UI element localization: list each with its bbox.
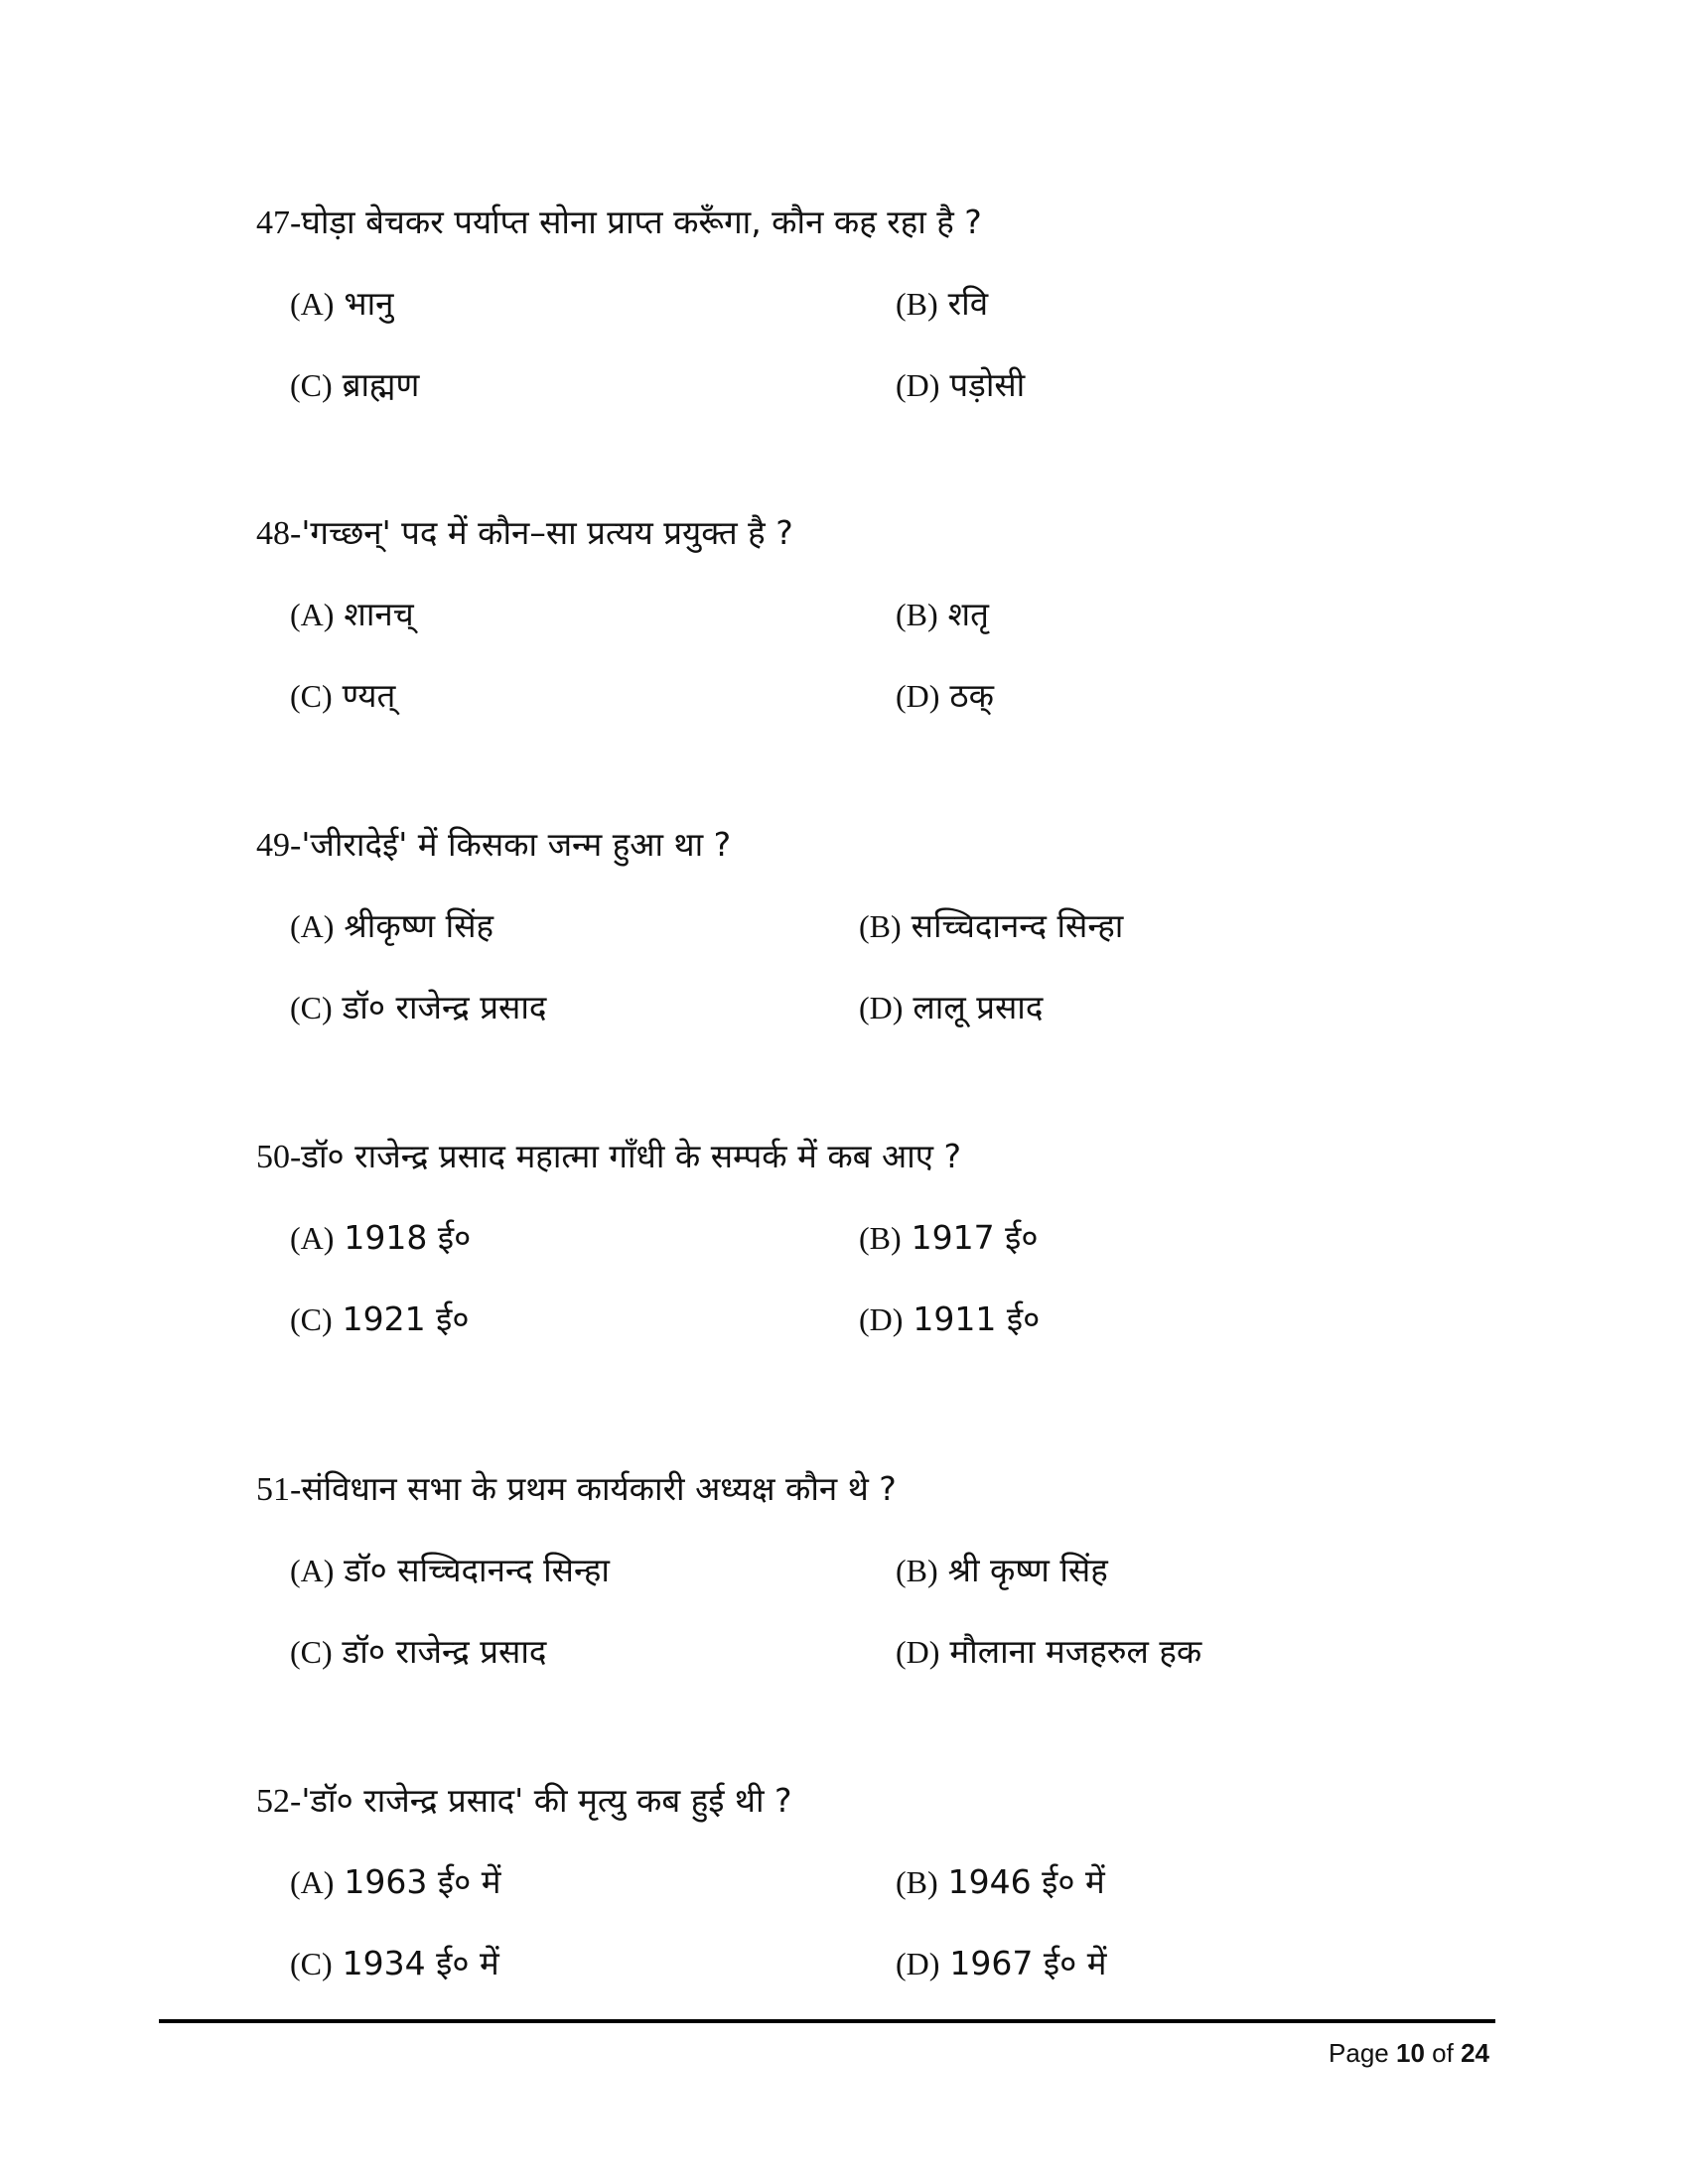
option-c <box>290 1628 546 1676</box>
question-text <box>256 1777 792 1826</box>
option-letter: (D) <box>896 1634 940 1670</box>
option-d <box>896 361 1025 409</box>
option-letter: (B) <box>896 597 938 632</box>
option-b <box>859 1214 1039 1262</box>
option-text: श्री कृष्ण सिंह <box>947 1551 1108 1589</box>
option-letter: (D) <box>859 1301 904 1337</box>
option-text: 1911 ई० <box>913 1299 1041 1338</box>
option-text: शानच् <box>344 595 414 633</box>
option-c <box>290 984 546 1031</box>
option-d <box>859 1296 1040 1343</box>
option-c <box>290 1940 499 1987</box>
question-text <box>256 199 982 247</box>
option-d <box>859 984 1043 1031</box>
footer-divider <box>159 2019 1495 2023</box>
option-c <box>290 361 419 409</box>
question-body: 'गच्छन्' पद में कौन–सा प्रत्यय प्रयुक्त है ? <box>301 513 793 552</box>
question-body: घोड़ा बेचकर पर्याप्त सोना प्राप्त करूँगा, कौन कह रहा है ? <box>301 203 982 241</box>
option-letter: (A) <box>290 908 335 944</box>
option-a <box>290 1858 500 1906</box>
option-letter: (B) <box>859 908 902 944</box>
question-number: 52- <box>256 1783 302 1820</box>
option-text: पड़ोसी <box>949 365 1026 404</box>
option-text: श्रीकृष्ण सिंह <box>344 906 494 945</box>
option-text: भानु <box>344 284 394 323</box>
option-text: डॉ० सच्चिदानन्द सिन्हा <box>344 1551 610 1589</box>
question-number: 48- <box>256 515 302 552</box>
option-letter: (C) <box>290 990 333 1025</box>
option-text: लालू प्रसाद <box>913 988 1044 1026</box>
option-b <box>859 902 1123 950</box>
option-text: ब्राह्मण <box>342 365 420 404</box>
option-d <box>896 1628 1201 1676</box>
option-text: 1946 ई० में <box>947 1862 1105 1901</box>
option-a <box>290 591 414 638</box>
option-text: ण्यत् <box>342 676 396 715</box>
option-letter: (B) <box>896 286 938 322</box>
question-body: 'डॉ० राजेन्द्र प्रसाद' की मृत्यु कब हुई थी ? <box>301 1781 792 1820</box>
question-body: डॉ० राजेन्द्र प्रसाद महात्मा गाँधी के सम्पर्क में कब आए ? <box>301 1137 961 1175</box>
option-letter: (A) <box>290 1864 335 1900</box>
option-a <box>290 902 493 950</box>
option-text: मौलाना मजहरुल हक <box>949 1632 1202 1671</box>
question-48 <box>0 509 1688 738</box>
option-letter: (C) <box>290 1634 333 1670</box>
option-letter: (D) <box>896 1946 940 1981</box>
of-label: of <box>1432 2038 1454 2068</box>
option-text: सच्चिदानन्द सिन्हा <box>911 906 1124 945</box>
question-number: 51- <box>256 1471 302 1508</box>
option-letter: (D) <box>859 990 904 1025</box>
current-page: 10 <box>1396 2038 1425 2068</box>
option-text: रवि <box>947 284 989 323</box>
question-text <box>256 821 731 870</box>
option-letter: (A) <box>290 597 335 632</box>
option-b <box>896 591 989 638</box>
question-number: 49- <box>256 827 302 864</box>
option-letter: (B) <box>896 1864 938 1900</box>
question-text <box>256 509 793 558</box>
option-text: 1921 ई० <box>342 1299 470 1338</box>
question-text <box>256 1465 897 1514</box>
question-50 <box>0 1133 1688 1361</box>
question-52 <box>0 1777 1688 2005</box>
option-d <box>896 1940 1106 1987</box>
option-b <box>896 280 988 328</box>
option-c <box>290 1296 470 1343</box>
option-letter: (B) <box>896 1553 938 1588</box>
option-text: डॉ० राजेन्द्र प्रसाद <box>342 1632 547 1671</box>
option-text: शतृ <box>947 595 989 633</box>
question-text <box>256 1133 961 1181</box>
question-body: 'जीरादेई' में किसका जन्म हुआ था ? <box>301 825 732 864</box>
option-text: 1918 ई० <box>344 1218 472 1257</box>
question-49 <box>0 821 1688 1049</box>
option-letter: (C) <box>290 678 333 714</box>
option-text: 1917 ई० <box>911 1218 1039 1257</box>
page-label: Page <box>1329 2038 1389 2068</box>
question-number: 47- <box>256 205 302 241</box>
option-letter: (C) <box>290 367 333 403</box>
option-letter: (B) <box>859 1220 902 1256</box>
option-a <box>290 1547 610 1594</box>
option-text: 1963 ई० में <box>344 1862 501 1901</box>
option-text: 1934 ई० में <box>342 1944 499 1982</box>
option-a <box>290 1214 471 1262</box>
total-pages: 24 <box>1461 2038 1489 2068</box>
option-text: ठक् <box>949 676 994 715</box>
option-letter: (A) <box>290 1220 335 1256</box>
option-b <box>896 1858 1105 1906</box>
option-letter: (C) <box>290 1301 333 1337</box>
question-body: संविधान सभा के प्रथम कार्यकारी अध्यक्ष कौन थे ? <box>301 1469 897 1508</box>
option-letter: (C) <box>290 1946 333 1981</box>
option-a <box>290 280 393 328</box>
option-text: 1967 ई० में <box>949 1944 1107 1982</box>
option-letter: (D) <box>896 367 940 403</box>
question-47 <box>0 199 1688 427</box>
page-number <box>1329 2035 1489 2071</box>
option-letter: (A) <box>290 286 335 322</box>
option-text: डॉ० राजेन्द्र प्रसाद <box>342 988 547 1026</box>
option-letter: (D) <box>896 678 940 714</box>
option-letter: (A) <box>290 1553 335 1588</box>
question-number: 50- <box>256 1139 302 1175</box>
option-c <box>290 672 395 720</box>
option-b <box>896 1547 1108 1594</box>
option-d <box>896 672 994 720</box>
question-51 <box>0 1465 1688 1694</box>
